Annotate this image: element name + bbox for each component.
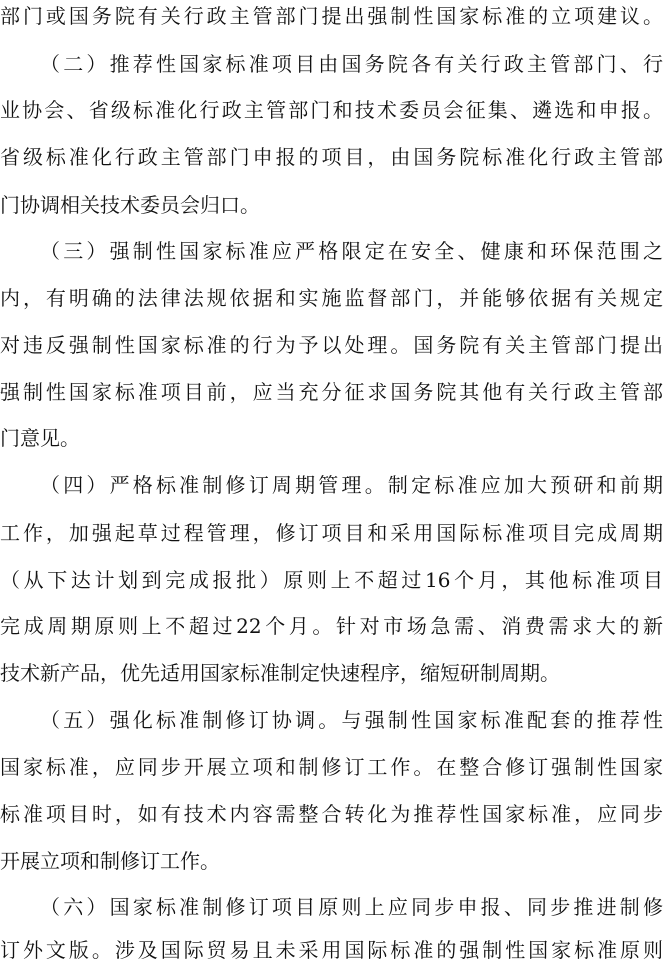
text-line: 工作，加强起草过程管理，修订项目和采用国际标准项目完成周期 [0, 521, 663, 545]
text-line: 省级标准化行政主管部门申报的项目，由国务院标准化行政主管部 [0, 145, 663, 169]
text-line: （从下达计划到完成报批）原则上不超过16个月，其他标准项目 [0, 568, 663, 592]
text-line: 国家标准，应同步开展立项和制修订工作。在整合修订强制性国家 [0, 755, 663, 779]
text-line: 技术新产品，优先适用国家标准制定快速程序，缩短研制周期。 [0, 661, 560, 685]
text-line: 完成周期原则上不超过22个月。针对市场急需、消费需求大的新 [0, 614, 663, 638]
paragraph-6-line: （六）国家标准制修订项目原则上应同步申报、同步推进制修 [40, 895, 663, 919]
paragraph-2-line: （二）推荐性国家标准项目由国务院各有关行政主管部门、行 [40, 52, 663, 76]
text-line: 强制性国家标准项目前，应当充分征求国务院其他有关行政主管部 [0, 380, 663, 404]
text-line: 开展立项和制修订工作。 [0, 849, 220, 873]
text-line: 业协会、省级标准化行政主管部门和技术委员会征集、遴选和申报。 [0, 98, 663, 122]
paragraph-5-line: （五）强化标准制修订协调。与强制性国家标准配套的推荐性 [40, 708, 663, 732]
text-line: 门协调相关技术委员会归口。 [0, 193, 260, 217]
text-line: 门意见。 [0, 426, 80, 450]
text-line: 标准项目时，如有技术内容需整合转化为推荐性国家标准，应同步 [0, 802, 663, 826]
text-line: 对违反强制性国家标准的行为予以处理。国务院有关主管部门提出 [0, 333, 663, 357]
text-line: 部门或国务院有关行政主管部门提出强制性国家标准的立项建议。 [0, 4, 663, 28]
text-line: 内，有明确的法律法规依据和实施监督部门，并能够依据有关规定 [0, 286, 663, 310]
paragraph-3-line: （三）强制性国家标准应严格限定在安全、健康和环保范围之 [40, 239, 663, 263]
text-line: 订外文版。涉及国际贸易且未采用国际标准的强制性国家标准原则 [0, 938, 663, 962]
paragraph-4-line: （四）严格标准制修订周期管理。制定标准应加大预研和前期 [40, 473, 663, 497]
